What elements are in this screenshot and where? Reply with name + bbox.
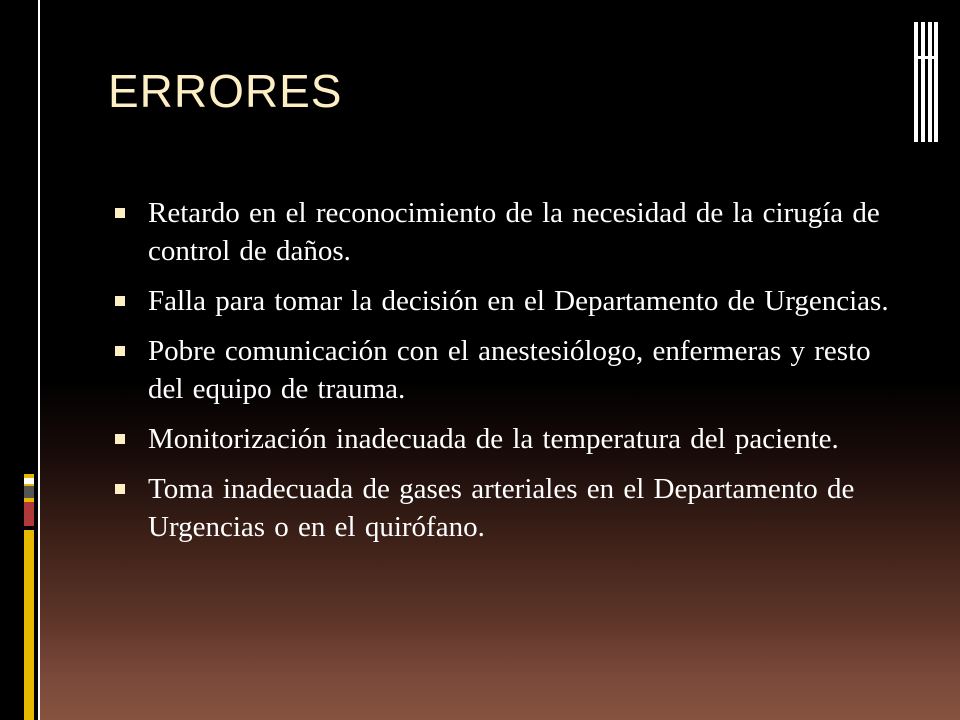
- bullet-text: Pobre comunicación con el anestesiólogo, enfermeras y resto del equipo de trauma.: [148, 335, 871, 405]
- left-white-line: [38, 0, 40, 720]
- left-decoration-band: [0, 0, 38, 720]
- bullet-item: [112, 420, 892, 458]
- vertical-bars-decoration: [914, 22, 938, 142]
- left-band-svg: [0, 0, 38, 720]
- square-bullet-icon: [115, 484, 125, 494]
- square-bullet-icon: [115, 208, 125, 218]
- bullet-text: Retardo en el reconocimiento de la necesidad de la cirugía de control de daños.: [148, 197, 880, 267]
- bullet-item: [112, 332, 892, 408]
- square-bullet-icon: [115, 296, 125, 306]
- bullet-item: [112, 282, 892, 320]
- bullet-text: Toma inadecuada de gases arteriales en el Departamento de Urgencias o en el quirófano.: [148, 473, 855, 543]
- bullet-text: Monitorización inadecuada de la temperatura del paciente.: [148, 423, 839, 455]
- bullet-item: [112, 470, 892, 546]
- bullet-item: [112, 194, 892, 270]
- square-bullet-icon: [115, 346, 125, 356]
- bullet-list: [112, 194, 892, 558]
- slide-title: ERRORES: [108, 65, 343, 117]
- square-bullet-icon: [115, 434, 125, 444]
- bullet-text: Falla para tomar la decisión en el Departamento de Urgencias.: [148, 285, 889, 317]
